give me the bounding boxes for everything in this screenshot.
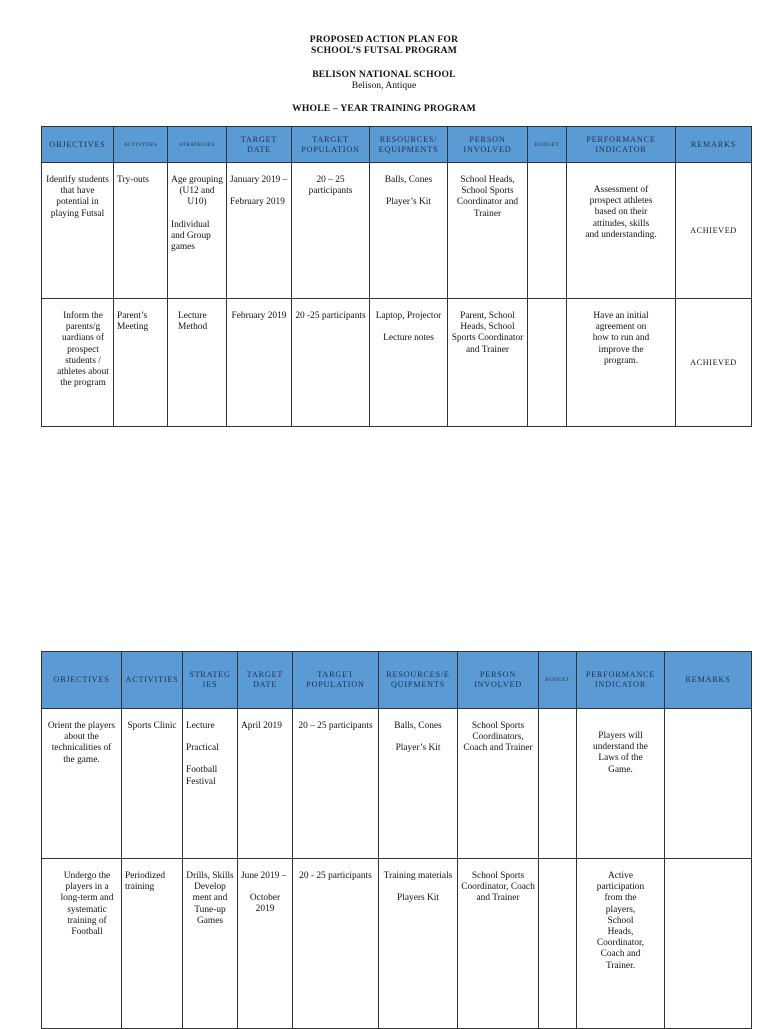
resources-line-a: Training materials — [383, 871, 453, 881]
cell-budget — [539, 859, 577, 1029]
cell-performance-indicator: Active participation from the players, School Heads, Coordinator, Coach and Trainer. — [577, 859, 665, 1029]
cell-person-involved: School Heads, School Sports Coordinator and Trainer — [448, 163, 528, 299]
table-row — [42, 709, 752, 859]
cell-remarks: ACHIEVED — [676, 299, 752, 427]
school-name: BELISON NATIONAL SCHOOL — [312, 69, 456, 80]
header-strategies: STRATEG IES — [183, 652, 238, 709]
cell-budget — [539, 709, 577, 859]
cell-strategy — [183, 709, 238, 859]
date-line-a: June 2019 – — [241, 871, 287, 881]
header-activities: ACTIVITIES — [122, 652, 183, 709]
cell-target-date — [227, 163, 292, 299]
action-plan-table-1 — [41, 126, 752, 427]
cell-strategy — [168, 163, 227, 299]
cell-population: 20 – 25 participants — [293, 709, 379, 859]
resources-line-b: Players Kit — [397, 893, 439, 904]
cell-budget — [528, 163, 567, 299]
cell-population: 20 - 25 participants — [293, 859, 379, 1029]
cell-objective: Undergo the players in a long-term and systematic training of Football — [42, 859, 122, 1029]
header-objectives: OBJECTIVES — [42, 652, 122, 709]
cell-activity: Periodized training — [122, 859, 183, 1029]
program-title: WHOLE – YEAR TRAINING PROGRAM — [292, 103, 476, 114]
cell-population: 20 -25 participants — [292, 299, 370, 427]
cell-resources — [370, 163, 448, 299]
cell-target-date — [227, 299, 292, 427]
header-budget: BUDGET — [539, 652, 577, 709]
cell-remarks — [665, 709, 752, 859]
header-activities: ACTIVITIES — [114, 127, 168, 163]
cell-activity: Try-outs — [114, 163, 168, 299]
resources-line-a: Laptop, Projector — [375, 311, 442, 321]
header-target-date: TARGET DATE — [238, 652, 293, 709]
cell-performance-indicator: Assessment of prospect athletes based on their attitudes, skills and understanding. — [567, 163, 676, 299]
cell-activity: Parent’s Meeting — [114, 299, 168, 427]
header-resources: RESOURCES/E QUIPMENTS — [379, 652, 458, 709]
header-performance-indicator: PERFORMANCE INDICATOR — [577, 652, 665, 709]
header-budget: BUDGET — [528, 127, 567, 163]
strategy-line-b: Individual and Group games — [171, 219, 211, 253]
table-header-row — [42, 652, 752, 709]
cell-performance-indicator: Have an initial agreement on how to run and improve the program. — [567, 299, 676, 427]
date-line-a: January 2019 – — [230, 175, 288, 185]
resources-line-a: Balls, Cones — [394, 721, 442, 731]
cell-strategy — [168, 299, 227, 427]
cell-target-date — [238, 859, 293, 1029]
cell-objective: Orient the players about the technicalities of the game. — [42, 709, 122, 859]
header-remarks: REMARKS — [665, 652, 752, 709]
table-header-row — [42, 127, 752, 163]
cell-person-involved: School Sports Coordinators, Coach and Trainer — [458, 709, 539, 859]
date-line-b: October 2019 — [249, 893, 281, 915]
cell-objective: Inform the parents/g uardians of prospect students / athletes about the program — [42, 299, 114, 427]
table-row — [42, 299, 752, 427]
cell-resources — [370, 299, 448, 427]
cell-performance-indicator: Players will understand the Laws of the Game. — [577, 709, 665, 859]
header-target-date: TARGET DATE — [227, 127, 292, 163]
header-person-involved: PERSON INVOLVED — [458, 652, 539, 709]
strategy-line-c: Football Festival — [186, 765, 218, 787]
cell-resources — [379, 709, 458, 859]
title-line-1: PROPOSED ACTION PLAN FOR — [309, 34, 459, 45]
resources-line-b: Player’s Kit — [386, 197, 431, 208]
cell-objective: Identify students that have potential in playing Futsal — [42, 163, 114, 299]
strategy-line-a: Lecture — [186, 721, 215, 731]
document-header — [0, 34, 768, 114]
cell-target-date — [238, 709, 293, 859]
cell-strategy — [183, 859, 238, 1029]
table-row — [42, 163, 752, 299]
header-person-involved: PERSON INVOLVED — [448, 127, 528, 163]
header-objectives: OBJECTIVES — [42, 127, 114, 163]
cell-person-involved: School Sports Coordinator, Coach and Trainer — [458, 859, 539, 1029]
header-remarks: REMARKS — [676, 127, 752, 163]
header-target-population: TARGET POPULATION — [292, 127, 370, 163]
strategy-line-a: Drills, Skills Develop ment and Tune-up Games — [186, 871, 234, 926]
title-line-2: SCHOOL’S FUTSAL PROGRAM — [310, 45, 458, 56]
cell-person-involved: Parent, School Heads, School Sports Coordinator and Trainer — [448, 299, 528, 427]
header-target-population: TARGET POPULATION — [293, 652, 379, 709]
header-performance-indicator: PERFORMANCE INDICATOR — [567, 127, 676, 163]
cell-activity: Sports Clinic — [122, 709, 183, 859]
cell-remarks: ACHIEVED — [676, 163, 752, 299]
strategy-line-a: Age grouping (U12 and U10) — [171, 175, 223, 208]
table-row — [42, 859, 752, 1029]
action-plan-table-2 — [41, 651, 752, 1029]
resources-line-b: Player’s Kit — [395, 743, 441, 754]
cell-population: 20 – 25 participants — [292, 163, 370, 299]
date-line-a: April 2019 — [241, 721, 282, 731]
strategy-line-a: Lecture Method — [178, 311, 208, 333]
date-line-b: February 2019 — [230, 197, 285, 208]
resources-line-b: Lecture notes — [383, 333, 434, 344]
cell-remarks — [665, 859, 752, 1029]
cell-budget — [528, 299, 567, 427]
school-address: Belison, Antique — [351, 80, 417, 91]
resources-line-a: Balls, Cones — [384, 175, 433, 185]
date-line-a: February 2019 — [231, 311, 287, 321]
header-resources: RESOURCES/ EQUIPMENTS — [370, 127, 448, 163]
cell-resources — [379, 859, 458, 1029]
strategy-line-b: Practical — [186, 743, 219, 754]
header-strategies: STRATEGIES — [168, 127, 227, 163]
